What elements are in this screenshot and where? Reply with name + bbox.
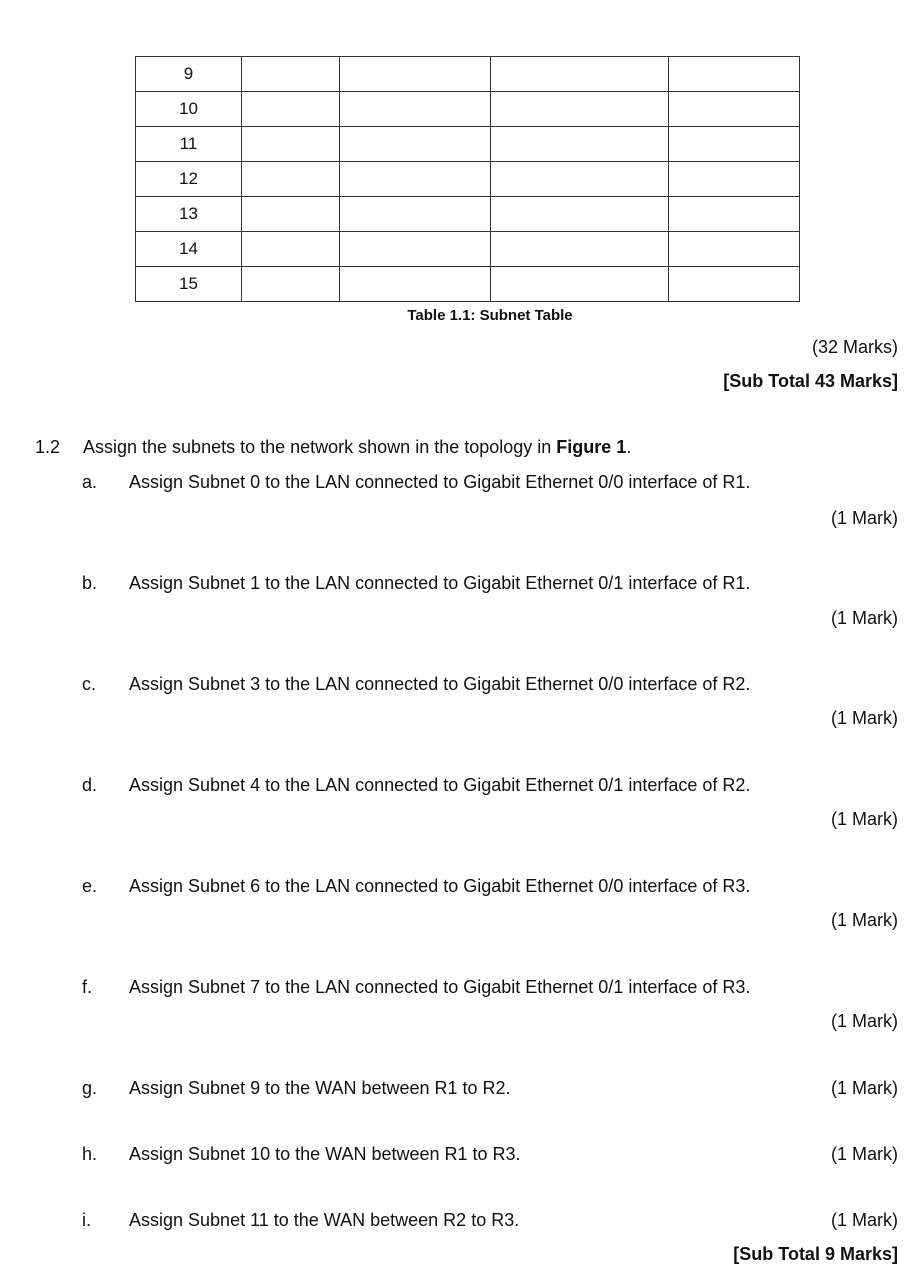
table-cell: [491, 162, 669, 197]
table-cell: [669, 162, 800, 197]
item-letter: b.: [82, 573, 98, 593]
question-subtotal: [Sub Total 9 Marks]: [733, 1244, 898, 1264]
item-marks: (1 Mark): [831, 1144, 898, 1164]
table-row: [136, 127, 800, 162]
subnet-number: 11: [136, 127, 242, 162]
item-letter: d.: [82, 775, 98, 795]
table-cell: [340, 197, 491, 232]
item-text: Assign Subnet 3 to the LAN connected to Gigabit Ethernet 0/0 interface of R2.: [129, 674, 751, 694]
item-text: Assign Subnet 6 to the LAN connected to Gigabit Ethernet 0/0 interface of R3.: [129, 876, 751, 896]
table-row: [136, 267, 800, 302]
item-text: Assign Subnet 9 to the WAN between R1 to R2.: [129, 1078, 511, 1098]
item-letter: c.: [82, 674, 97, 694]
subnet-table: [135, 56, 800, 302]
table-row: [136, 197, 800, 232]
item-marks: (1 Mark): [831, 809, 898, 829]
table-cell: [669, 127, 800, 162]
item-text: Assign Subnet 11 to the WAN between R2 to R3.: [129, 1210, 520, 1230]
item-marks: (1 Mark): [831, 1078, 898, 1098]
table-cell: [242, 162, 340, 197]
item-letter: g.: [82, 1078, 98, 1098]
item-marks: (1 Mark): [831, 608, 898, 628]
item-letter: h.: [82, 1144, 98, 1164]
question-heading: [0, 437, 913, 461]
table-cell: [242, 197, 340, 232]
table-cell: [340, 57, 491, 92]
table-row: [136, 57, 800, 92]
table-cell: [242, 232, 340, 267]
section-marks: (32 Marks): [811, 337, 898, 357]
item-marks: (1 Mark): [831, 508, 898, 528]
subnet-number: 15: [136, 267, 242, 302]
item-marks: (1 Mark): [831, 1011, 898, 1031]
subnet-number: 12: [136, 162, 242, 197]
table-cell: [491, 267, 669, 302]
table-cell: [491, 197, 669, 232]
item-letter: i.: [82, 1210, 91, 1230]
table-cell: [669, 232, 800, 267]
table-cell: [242, 267, 340, 302]
table-cell: [491, 232, 669, 267]
subnet-number: 14: [136, 232, 242, 267]
table-cell: [669, 197, 800, 232]
table-cell: [491, 127, 669, 162]
table-cell: [340, 92, 491, 127]
item-text: Assign Subnet 7 to the LAN connected to Gigabit Ethernet 0/1 interface of R3.: [129, 977, 751, 997]
table-cell: [340, 267, 491, 302]
question-number: 1.2: [35, 437, 61, 457]
item-text: Assign Subnet 0 to the LAN connected to Gigabit Ethernet 0/0 interface of R1.: [129, 472, 751, 492]
item-marks: (1 Mark): [831, 910, 898, 930]
section-subtotal: [Sub Total 43 Marks]: [723, 371, 898, 391]
table-cell: [340, 127, 491, 162]
subnet-number: 10: [136, 92, 242, 127]
table-cell: [491, 57, 669, 92]
table-cell: [669, 267, 800, 302]
item-text: Assign Subnet 10 to the WAN between R1 to R3.: [129, 1144, 521, 1164]
table-cell: [242, 127, 340, 162]
subnet-number: 13: [136, 197, 242, 232]
item-letter: a.: [82, 472, 98, 492]
table-cell: [242, 57, 340, 92]
table-cell: [340, 162, 491, 197]
subnet-number: 9: [136, 57, 242, 92]
item-marks: (1 Mark): [831, 1210, 898, 1230]
question-text: Assign the subnets to the network shown in the topology in Figure 1.: [83, 437, 632, 457]
table-caption: Table 1.1: Subnet Table: [407, 307, 573, 324]
table-cell: [669, 92, 800, 127]
table-cell: [340, 232, 491, 267]
table-row: [136, 162, 800, 197]
item-text: Assign Subnet 4 to the LAN connected to Gigabit Ethernet 0/1 interface of R2.: [129, 775, 751, 795]
table-cell: [242, 92, 340, 127]
table-row: [136, 92, 800, 127]
table-row: [136, 232, 800, 267]
figure-reference: Figure 1: [556, 437, 627, 457]
item-letter: e.: [82, 876, 98, 896]
item-letter: f.: [82, 977, 93, 997]
item-text: Assign Subnet 1 to the LAN connected to Gigabit Ethernet 0/1 interface of R1.: [129, 573, 751, 593]
table-cell: [491, 92, 669, 127]
item-marks: (1 Mark): [831, 708, 898, 728]
table-cell: [669, 57, 800, 92]
